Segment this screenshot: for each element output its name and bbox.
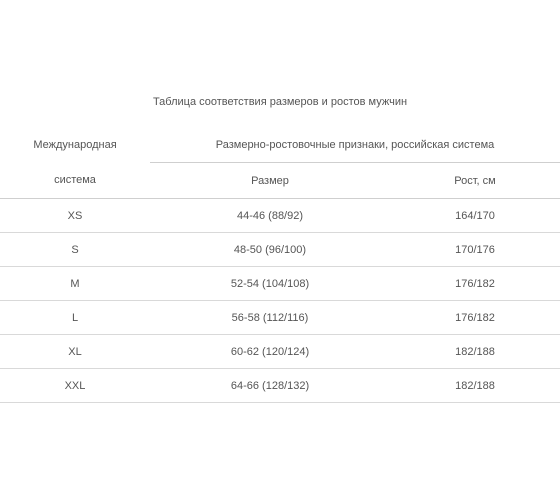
cell-size: 52-54 (104/108): [150, 267, 390, 301]
cell-international: L: [0, 301, 150, 335]
cell-size: 60-62 (120/124): [150, 335, 390, 369]
header-international-top: Международная: [33, 139, 117, 152]
header-height: Рост, см: [390, 163, 560, 199]
cell-international: XS: [0, 199, 150, 233]
table-row: [0, 199, 560, 233]
cell-height: 176/182: [390, 267, 560, 301]
cell-international: XL: [0, 335, 150, 369]
cell-height: 182/188: [390, 369, 560, 403]
cell-size: 48-50 (96/100): [150, 233, 390, 267]
cell-height: 170/176: [390, 233, 560, 267]
header-row-bottom: [0, 163, 560, 199]
table-row: [0, 233, 560, 267]
cell-international: S: [0, 233, 150, 267]
size-table: [0, 128, 560, 403]
header-row-top: [0, 128, 560, 163]
table-row: [0, 267, 560, 301]
cell-international: M: [0, 267, 150, 301]
header-group-russian: Размерно-ростовочные признаки, российская система: [150, 128, 560, 163]
table-row: [0, 335, 560, 369]
cell-height: 176/182: [390, 301, 560, 335]
table-row: [0, 301, 560, 335]
cell-international: XXL: [0, 369, 150, 403]
cell-size: 64-66 (128/132): [150, 369, 390, 403]
cell-height: 164/170: [390, 199, 560, 233]
header-international-bottom: система: [0, 163, 150, 199]
cell-size: 56-58 (112/116): [150, 301, 390, 335]
table-row: [0, 369, 560, 403]
cell-size: 44-46 (88/92): [150, 199, 390, 233]
header-size: Размер: [150, 163, 390, 199]
cell-height: 182/188: [390, 335, 560, 369]
table-caption: Таблица соответствия размеров и ростов мужчин: [152, 96, 408, 108]
